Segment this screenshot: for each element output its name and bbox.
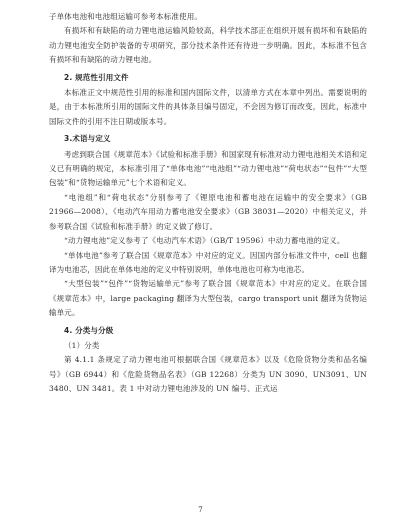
page-number: 7 bbox=[198, 506, 203, 514]
paragraph-classification-un-numbers: 第 4.1.1 条规定了动力锂电池可根据联合国《规章范本》以及《危险货物分类和品名编号》（GB 6944）和《危险货物品名表》（GB 12268）分类为 UN 3090、UN3091、UN 3480、UN 3481。表 1 中对动力锂电池涉及的 UN 编号、正式运 bbox=[49, 355, 367, 394]
paragraph-cell-definition: “单体电池”参考了联合国《规章范本》中对应的定义。因国内部分标准文件中，cell 也翻译为电池芯，因此在单体电池的定义中特别说明，单体电池也可称为电池芯。 bbox=[49, 250, 367, 274]
paragraph-terms-overview: 考虑到联合国《规章范本》《试验和标准手册》和国家现有标准对动力锂电池相关术语和定义已有明确的规定，本标准引用了“单体电池”“电池组”“动力锂电池”“荷电状态”“包件”“大型包装”和“货物运输单元”七个术语和定义。 bbox=[49, 149, 367, 188]
subsection-heading-classification: （1）分类 bbox=[64, 340, 100, 350]
paragraph-intro-tail: 子单体电池和电池组运输可参考本标准使用。 bbox=[49, 12, 202, 21]
paragraph-battery-pack-soc: “电池组”和“荷电状态”分别参考了《锂原电池和蓄电池在运输中的安全要求》（GB 21966—2008）、《电动汽车用动力蓄电池安全要求》（GB 38031—2020）中相关定义，并参考联合国《试验和标准手册》的定义做了修订。 bbox=[49, 192, 367, 231]
paragraph-power-lithium-battery: “动力锂电池”定义参考了《电动汽车术语》（GB/T 19596）中动力蓄电池的定义。 bbox=[64, 236, 345, 246]
section-heading-terms-definitions: 3.术语与定义 bbox=[64, 134, 111, 144]
paragraph-normative-references: 本标准正文中规范性引用的标准和国内国际文件，以清单方式在本章中列出。需要说明的是，由于本标准所引用的国际文件的具体条目编号固定，不会因为修订而改变，因此，标准中国际文件的引用不注日期或版本号。 bbox=[49, 88, 367, 126]
paragraph-damaged-batteries: 有损坏和有缺陷的动力锂电池运输风险较高，科学技术部正在组织开展有损坏和有缺陷的动力锂电池安全防护装备的专项研究，部分技术条件还有待进一步明确。因此，本标准不包含有损坏和有缺陷的动力锂电池。 bbox=[49, 26, 367, 65]
page-body bbox=[49, 10, 367, 397]
section-heading-classification: 4. 分类与分级 bbox=[64, 325, 114, 335]
paragraph-packaging-definitions: “大型包装”“包件”“货物运输单元”参考了联合国《规章范本》中对应的定义。在联合国《规章范本》中，large packaging 翻译为大型包装，cargo transport unit 翻译为货物运输单元。 bbox=[49, 279, 367, 318]
section-heading-normative-references: 2. 规范性引用文件 bbox=[64, 72, 129, 82]
